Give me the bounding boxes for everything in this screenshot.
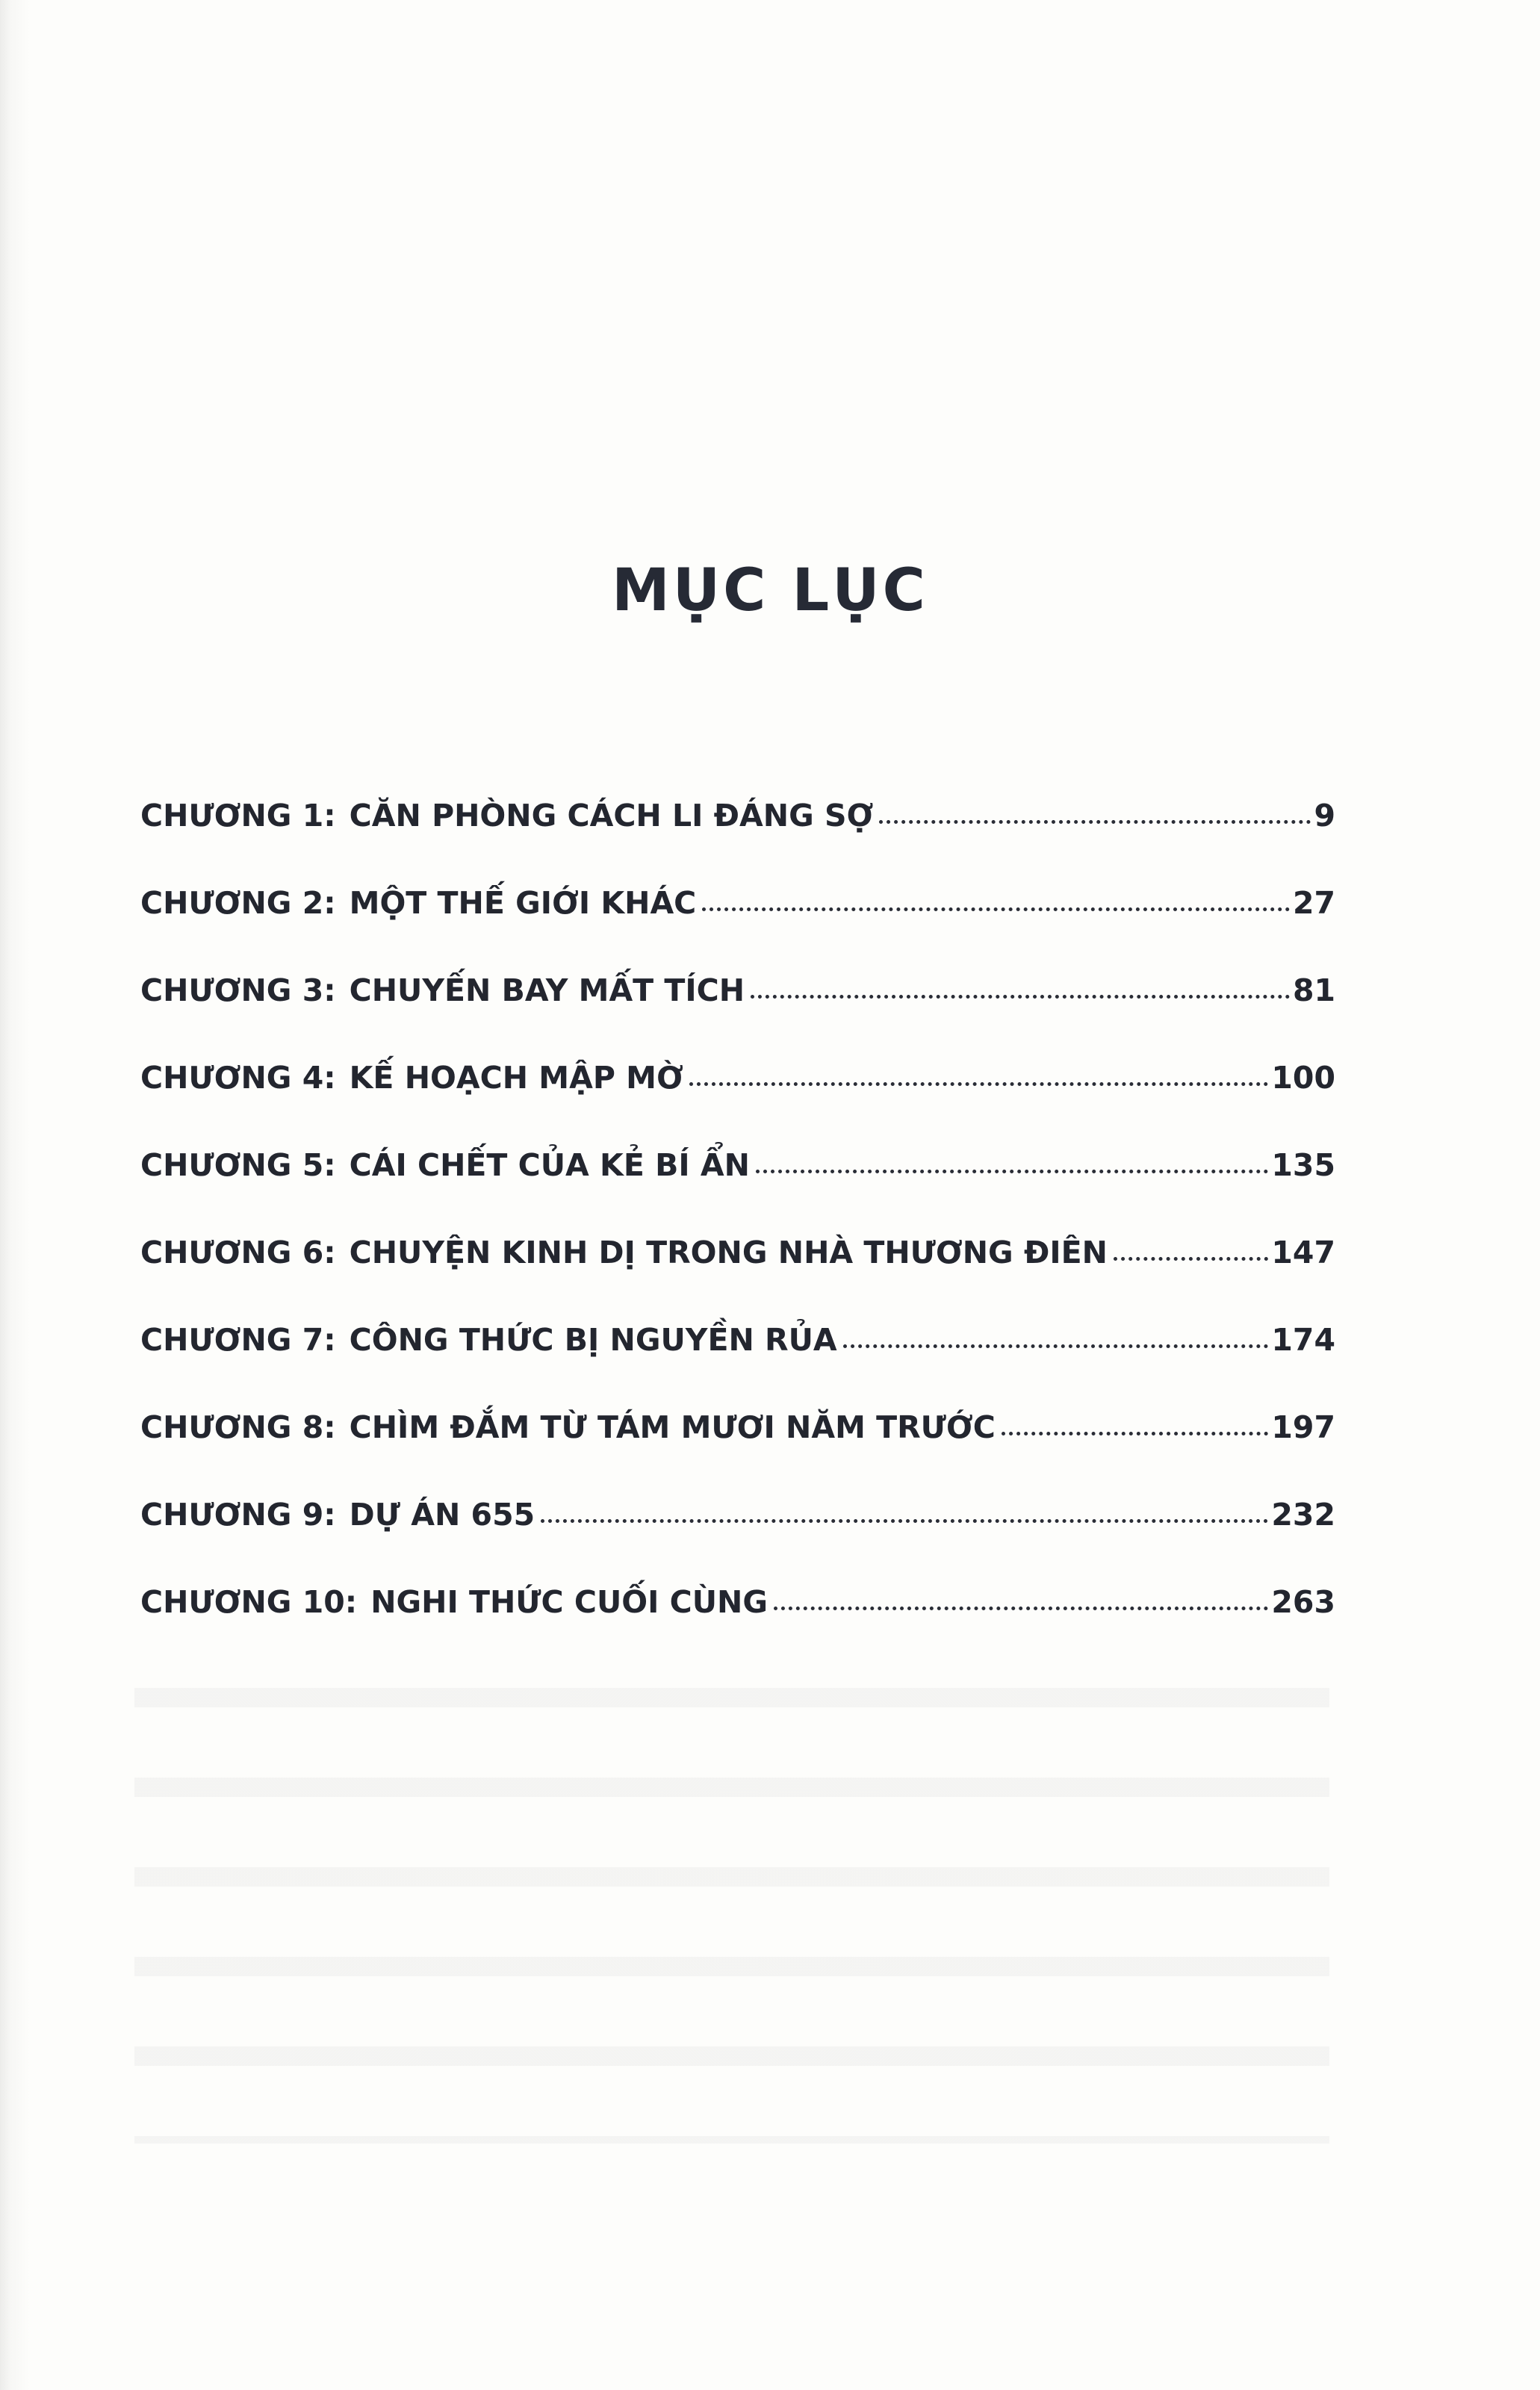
toc-separator: :	[323, 1322, 336, 1358]
toc-entry	[140, 1409, 1335, 1497]
toc-separator: :	[323, 1497, 336, 1533]
toc-separator: :	[323, 1235, 336, 1270]
toc-entry	[140, 1322, 1335, 1409]
toc-chapter-title: MỘT THẾ GIỚI KHÁC	[349, 885, 697, 921]
toc-page-number: 100	[1271, 1060, 1335, 1096]
page-title: MỤC LỤC	[612, 557, 928, 624]
toc-chapter-title: NGHI THỨC CUỐI CÙNG	[370, 1584, 769, 1620]
dot-leader	[751, 995, 1290, 999]
dot-leader	[541, 1519, 1268, 1523]
toc-separator: :	[323, 972, 336, 1008]
toc-entry	[140, 1235, 1335, 1322]
toc-chapter-title: CHUYẾN BAY MẤT TÍCH	[349, 972, 745, 1008]
toc-chapter-label: CHƯƠNG 8	[140, 1409, 324, 1445]
toc-chapter-label: CHƯƠNG 10	[140, 1584, 345, 1620]
toc-separator: :	[323, 1147, 336, 1183]
toc-page-number: 135	[1271, 1147, 1335, 1183]
toc-chapter-title: CHÌM ĐẮM TỪ TÁM MƯƠI NĂM TRƯỚC	[349, 1409, 996, 1445]
dot-leader	[1002, 1432, 1269, 1435]
toc-entry	[140, 798, 1335, 885]
dot-leader	[689, 1082, 1269, 1086]
toc-separator: :	[323, 1409, 336, 1445]
toc-page-number: 197	[1271, 1409, 1335, 1445]
toc-entry	[140, 1147, 1335, 1235]
toc-chapter-title: DỰ ÁN 655	[349, 1497, 535, 1533]
toc-entry	[140, 1060, 1335, 1147]
dot-leader	[843, 1344, 1269, 1348]
toc-page-number: 263	[1271, 1584, 1335, 1620]
toc-chapter-label: CHƯƠNG 2	[140, 885, 324, 921]
toc-separator: :	[323, 798, 336, 834]
toc-entry	[140, 1497, 1335, 1584]
toc-chapter-label: CHƯƠNG 4	[140, 1060, 324, 1096]
toc-page-number: 9	[1314, 798, 1335, 834]
toc-chapter-label: CHƯƠNG 7	[140, 1322, 324, 1358]
toc-entry	[140, 885, 1335, 972]
toc-chapter-title: CÔNG THỨC BỊ NGUYỀN RỦA	[349, 1322, 837, 1358]
toc-chapter-label: CHƯƠNG 9	[140, 1497, 324, 1533]
toc-entry	[140, 972, 1335, 1060]
toc-page-number: 174	[1271, 1322, 1335, 1358]
toc-page-number: 81	[1292, 972, 1335, 1008]
dot-leader	[702, 907, 1290, 911]
toc-chapter-label: CHƯƠNG 5	[140, 1147, 324, 1183]
toc-chapter-title: CĂN PHÒNG CÁCH LI ĐÁNG SỢ	[349, 798, 874, 834]
toc-chapter-title: CHUYỆN KINH DỊ TRONG NHÀ THƯƠNG ĐIÊN	[349, 1235, 1108, 1270]
dot-leader	[1114, 1257, 1268, 1261]
dot-leader	[774, 1607, 1268, 1610]
dot-leader	[756, 1170, 1268, 1173]
toc-separator: :	[323, 1060, 336, 1096]
toc-page-number: 232	[1271, 1497, 1335, 1533]
toc-chapter-title: KẾ HOẠCH MẬP MỜ	[349, 1060, 683, 1096]
toc-separator: :	[344, 1584, 358, 1620]
toc-chapter-label: CHƯƠNG 3	[140, 972, 324, 1008]
toc-chapter-title: CÁI CHẾT CỦA KẺ BÍ ẨN	[349, 1147, 750, 1183]
toc-separator: :	[323, 885, 336, 921]
table-of-contents	[140, 798, 1335, 1672]
toc-page-number: 27	[1292, 885, 1335, 921]
toc-page-number: 147	[1271, 1235, 1335, 1270]
toc-chapter-label: CHƯƠNG 6	[140, 1235, 324, 1270]
toc-chapter-label: CHƯƠNG 1	[140, 798, 324, 834]
dot-leader	[879, 820, 1311, 824]
show-through-texture	[134, 1636, 1329, 2144]
